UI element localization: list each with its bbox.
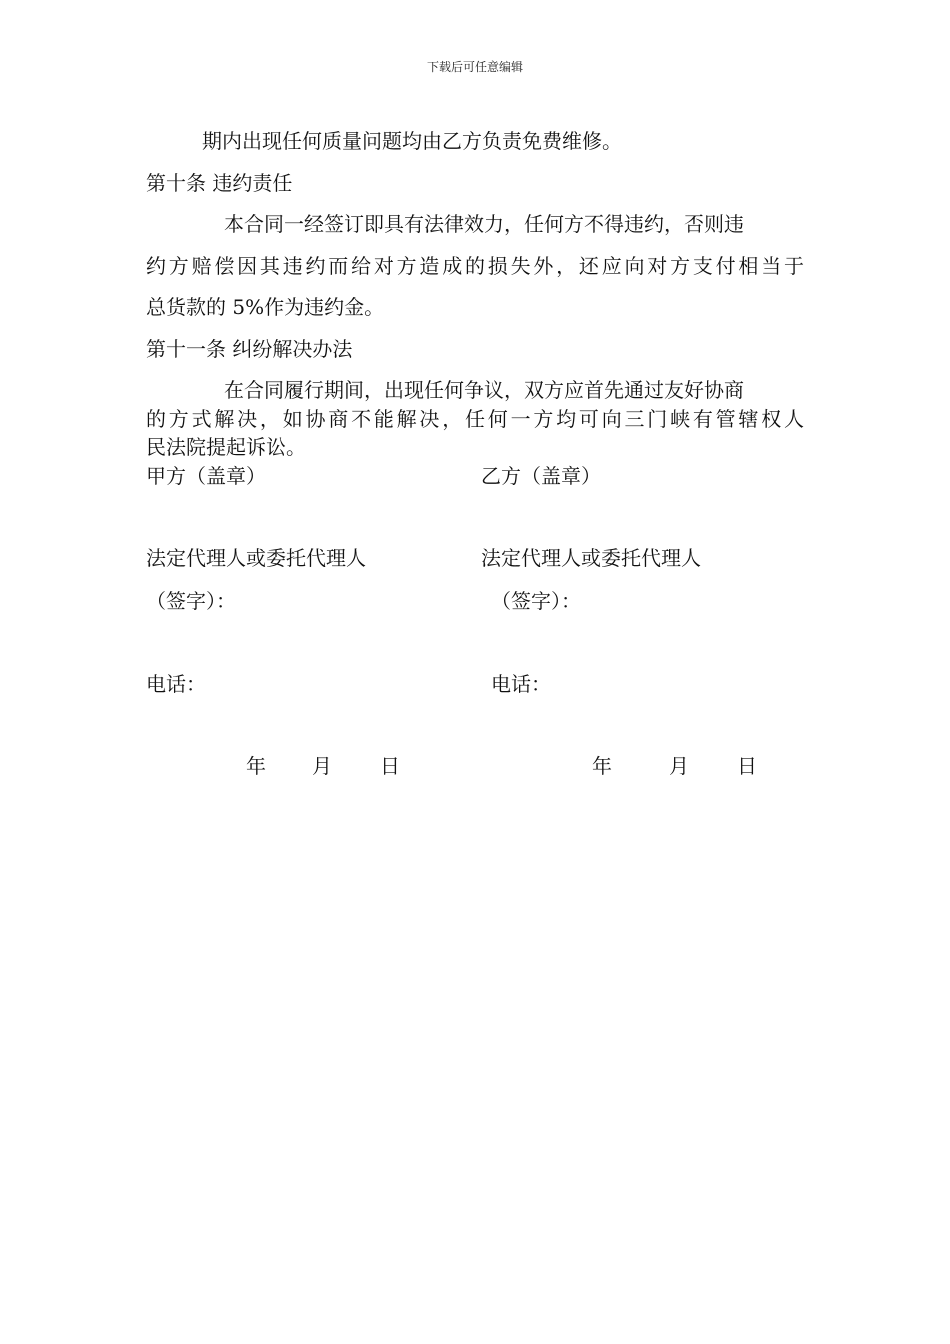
article-10-line-3: 总货款的 5%作为违约金。 xyxy=(146,295,385,319)
party-a-agent: 法定代理人或委托代理人 xyxy=(146,546,366,570)
article-11-line-2: 的方式解决，如协商不能解决，任何一方均可向三门峡有管辖权人 xyxy=(146,407,804,431)
article-11-line-3: 民法院提起诉讼。 xyxy=(146,435,306,459)
party-b-month: 月 xyxy=(669,754,689,778)
party-a-phone: 电话： xyxy=(146,672,206,696)
article-11-heading: 第十一条 纠纷解决办法 xyxy=(146,337,353,361)
party-b-agent: 法定代理人或委托代理人 xyxy=(481,546,701,570)
party-b-seal: 乙方（盖章） xyxy=(481,464,601,488)
article-11-line-1: 在合同履行期间，出现任何争议，双方应首先通过友好协商 xyxy=(224,378,744,402)
warranty-paragraph-tail: 期内出现任何质量问题均由乙方负责免费维修。 xyxy=(202,129,622,153)
party-a-month: 月 xyxy=(312,754,332,778)
article-10-heading: 第十条 违约责任 xyxy=(146,171,293,195)
article-10-line-1: 本合同一经签订即具有法律效力，任何方不得违约，否则违 xyxy=(224,212,744,236)
article-10-line-2: 约方赔偿因其违约而给对方造成的损失外，还应向对方支付相当于 xyxy=(146,254,804,278)
party-a-day: 日 xyxy=(380,754,400,778)
party-a-year: 年 xyxy=(246,754,266,778)
party-b-signature: （签字）： xyxy=(491,589,581,613)
party-b-phone: 电话： xyxy=(491,672,551,696)
party-b-year: 年 xyxy=(592,754,612,778)
party-a-signature: （签字）： xyxy=(146,589,236,613)
party-a-seal: 甲方（盖章） xyxy=(146,464,266,488)
party-b-day: 日 xyxy=(737,754,757,778)
header-note: 下载后可任意编辑 xyxy=(426,60,523,74)
